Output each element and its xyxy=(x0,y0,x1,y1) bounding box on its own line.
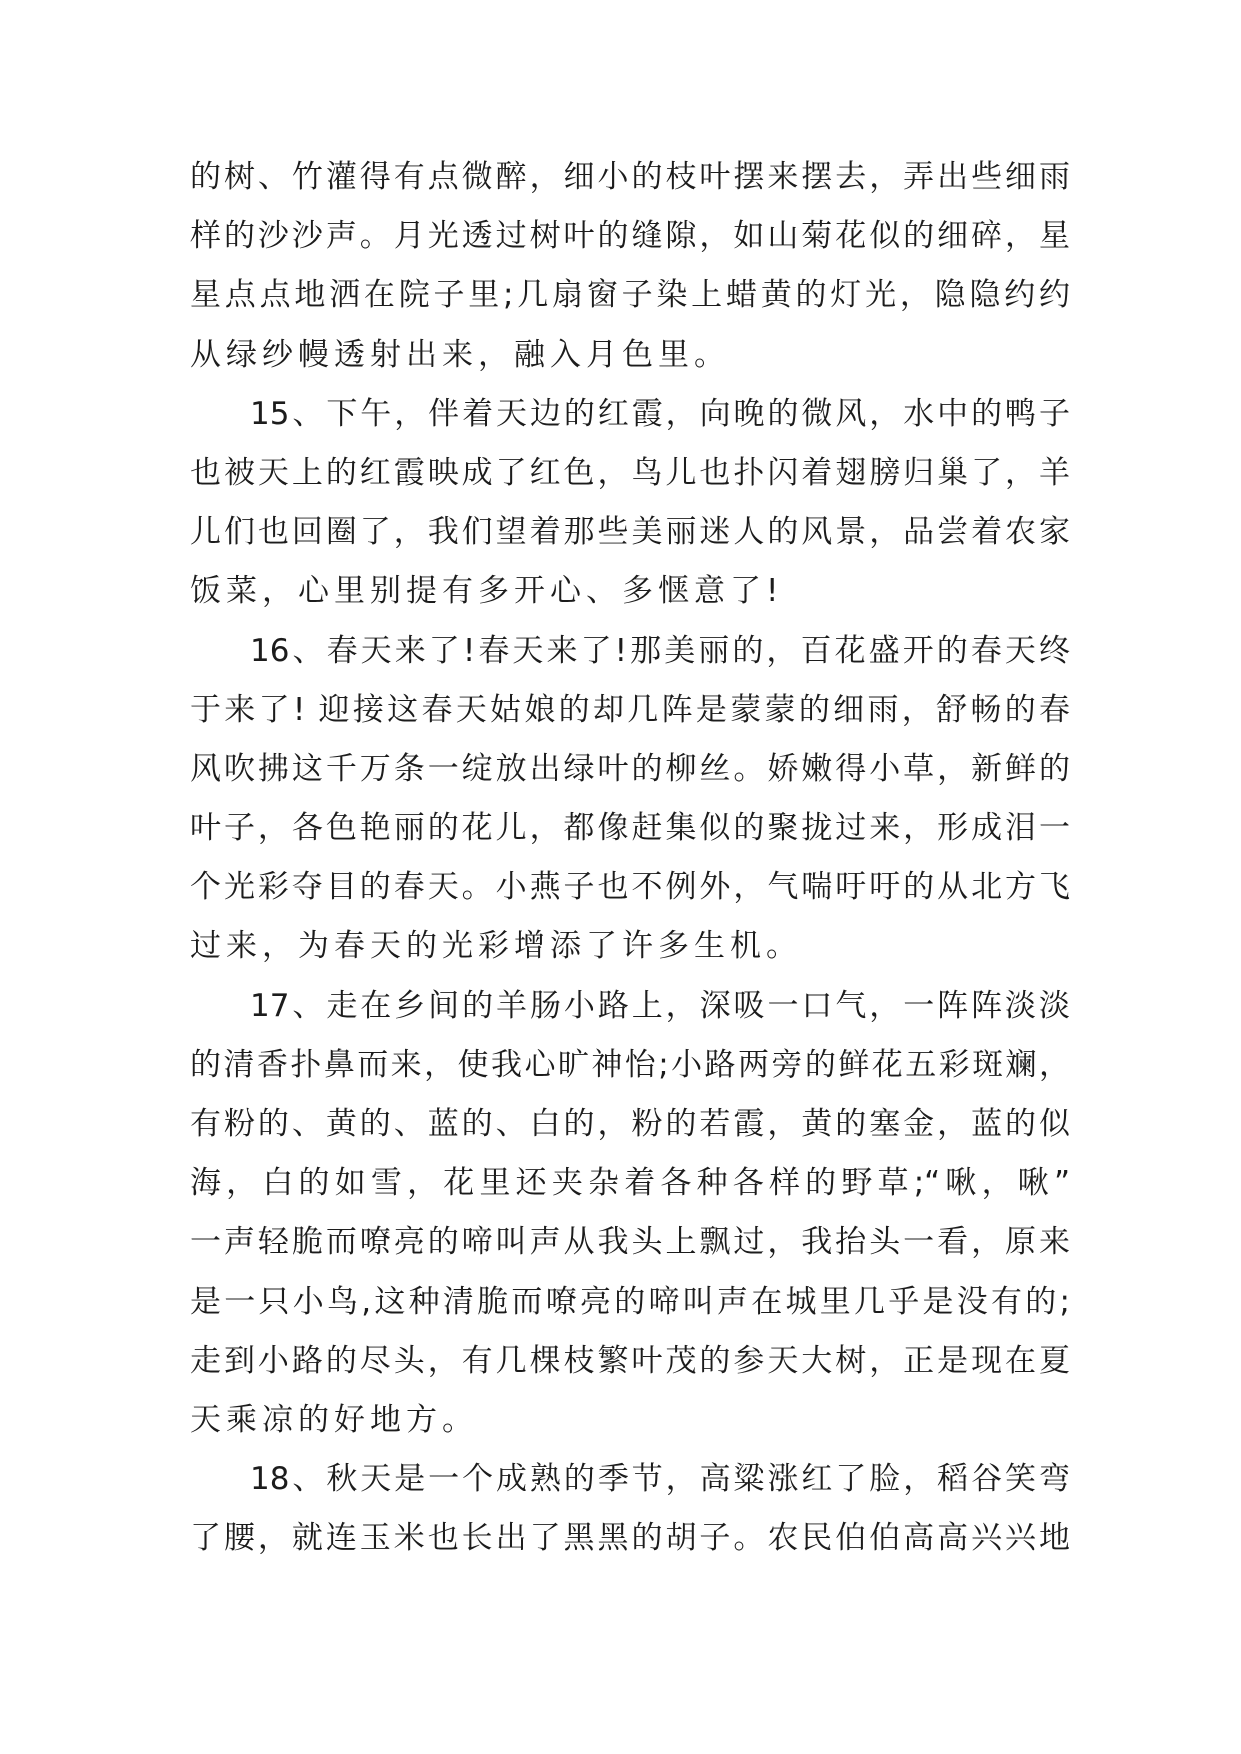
text-line: 从绿纱幔透射出来，融入月色里。 xyxy=(190,336,730,373)
text-line: 一声轻脆而嘹亮的啼叫声从我头上飘过，我抬头一看，原来 xyxy=(190,1224,1070,1261)
text-line: 叶子，各色艳丽的花儿，都像赶集似的聚拢过来，形成泪一 xyxy=(190,810,1070,847)
text-line: 饭菜，心里别提有多开心、多惬意了! xyxy=(190,573,784,610)
text-line: 个光彩夺目的春天。小燕子也不例外，气喘吁吁的从北方飞 xyxy=(190,869,1070,906)
text-line: 天乘凉的好地方。 xyxy=(190,1401,478,1438)
text-line: 18、秋天是一个成熟的季节，高粱涨红了脸，稻谷笑弯 xyxy=(250,1461,1070,1498)
text-line: 过来，为春天的光彩增添了许多生机。 xyxy=(190,928,802,965)
document-body xyxy=(190,148,1070,1569)
text-line: 了腰，就连玉米也长出了黑黑的胡子。农民伯伯高高兴兴地 xyxy=(190,1520,1070,1557)
text-line: 走到小路的尽头，有几棵枝繁叶茂的参天大树，正是现在夏 xyxy=(190,1342,1070,1379)
text-line: 15、下午，伴着天边的红霞，向晚的微风，水中的鸭子 xyxy=(250,395,1070,432)
text-line: 16、春天来了!春天来了!那美丽的，百花盛开的春天终 xyxy=(250,632,1070,669)
text-line: 儿们也回圈了，我们望着那些美丽迷人的风景，品尝着农家 xyxy=(190,514,1070,551)
text-line: 海，白的如雪，花里还夹杂着各种各样的野草;“啾，啾” xyxy=(190,1165,1070,1202)
text-line: 的清香扑鼻而来，使我心旷神怡;小路两旁的鲜花五彩斑斓， xyxy=(190,1046,1070,1083)
text-line: 星点点地洒在院子里;几扇窗子染上蜡黄的灯光，隐隐约约 xyxy=(190,277,1070,314)
text-line: 的树、竹灌得有点微醉，细小的枝叶摆来摆去，弄出些细雨 xyxy=(190,159,1070,195)
text-line: 是一只小鸟,这种清脆而嘹亮的啼叫声在城里几乎是没有的; xyxy=(190,1283,1070,1320)
text-line: 也被天上的红霞映成了红色，鸟儿也扑闪着翅膀归巢了，羊 xyxy=(190,454,1070,491)
text-line: 有粉的、黄的、蓝的、白的，粉的若霞，黄的塞金，蓝的似 xyxy=(190,1106,1070,1142)
text-line: 样的沙沙声。月光透过树叶的缝隙，如山菊花似的细碎，星 xyxy=(190,218,1070,255)
text-line: 17、走在乡间的羊肠小路上，深吸一口气，一阵阵淡淡 xyxy=(250,987,1070,1024)
text-line: 于来了! 迎接这春天姑娘的却几阵是蒙蒙的细雨，舒畅的春 xyxy=(190,691,1070,728)
text-line: 风吹拂这千万条一绽放出绿叶的柳丝。娇嫩得小草，新鲜的 xyxy=(190,750,1070,787)
